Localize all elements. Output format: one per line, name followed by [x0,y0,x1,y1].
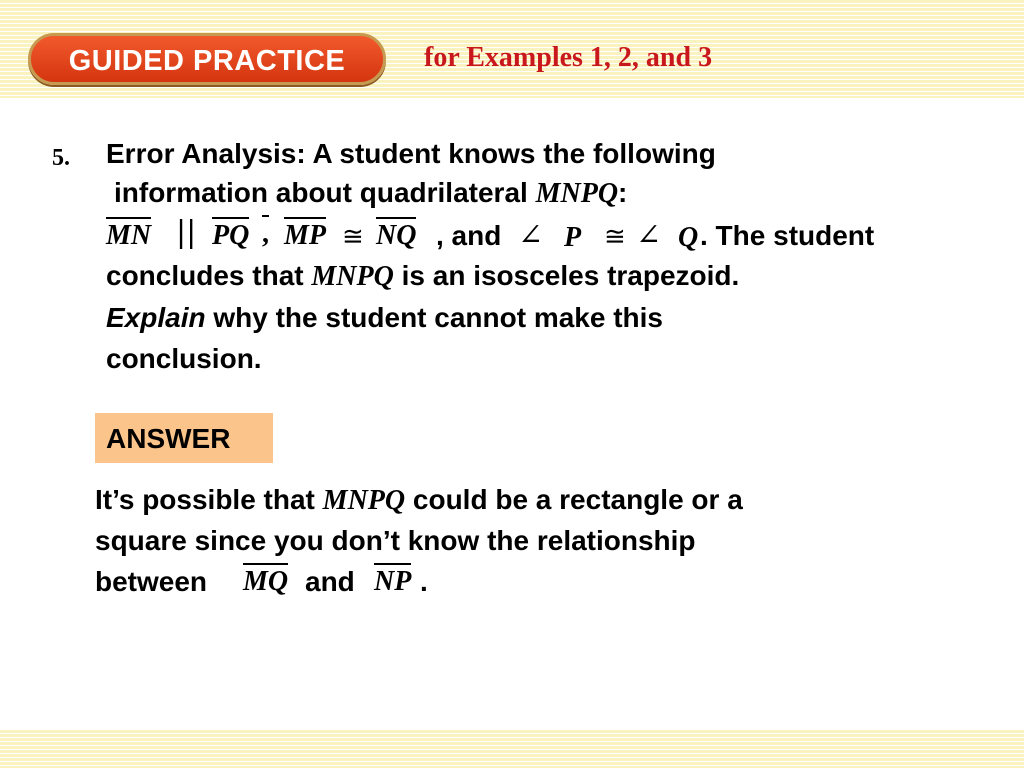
answer-label: ANSWER [106,423,231,454]
quadrilateral-name-2: MNPQ [311,261,394,292]
colon: : [618,177,628,208]
and-text: , and [436,220,502,251]
problem-line-2-text: information about quadrilateral [114,177,528,208]
answer-line-2: square since you don’t know the relationship [95,525,696,556]
problem-line-2 [114,177,627,210]
segment-mq: MQ [243,566,289,597]
problem-line-5-rest: why the student cannot make this [213,302,664,333]
explain-word: Explain [106,302,206,333]
parallel-symbol: || [176,215,197,250]
examples-subtitle: for Examples 1, 2, and 3 [424,42,713,73]
segment-np: NP [374,566,412,597]
answer-and: and [305,566,355,597]
comma-1: , [262,218,269,249]
problem-line-3-end: . The student [700,220,875,251]
answer-quadrilateral-name: MNPQ [322,485,406,516]
problem-number: 5. [52,145,70,171]
angle-q: Q [678,222,699,253]
answer-period: . [420,566,428,597]
segment-nq: NQ [376,220,417,251]
segment-pq: PQ [212,220,250,251]
problem-line-6: conclusion. [106,343,262,374]
badge-label: GUIDED PRACTICE [68,45,346,77]
segment-mn: MN [106,220,152,251]
segment-mp: MP [284,220,326,251]
congruent-symbol-1: ≅ [342,222,364,252]
congruent-symbol-2: ≅ [604,222,626,252]
quadrilateral-name: MNPQ [535,178,619,209]
angle-icon-2: ∠ [636,218,662,253]
problem-line-4 [106,260,739,293]
problem-line-4b: is an isosceles trapezoid. [401,260,740,291]
answer-line-1 [95,484,743,517]
problem-line-5 [106,302,663,334]
answer-label-box [95,413,273,463]
answer-line-3-start: between [95,566,208,597]
answer-line-1b: could be a rectangle or a [412,484,743,515]
angle-p: P [564,222,582,253]
problem-line-4a: concludes that [106,260,304,291]
problem-line-1: Error Analysis: A student knows the following [106,138,716,169]
footer-band [0,730,1024,768]
angle-icon-1: ∠ [518,218,544,253]
answer-line-1a: It’s possible that [95,484,315,515]
guided-practice-badge [28,33,386,85]
